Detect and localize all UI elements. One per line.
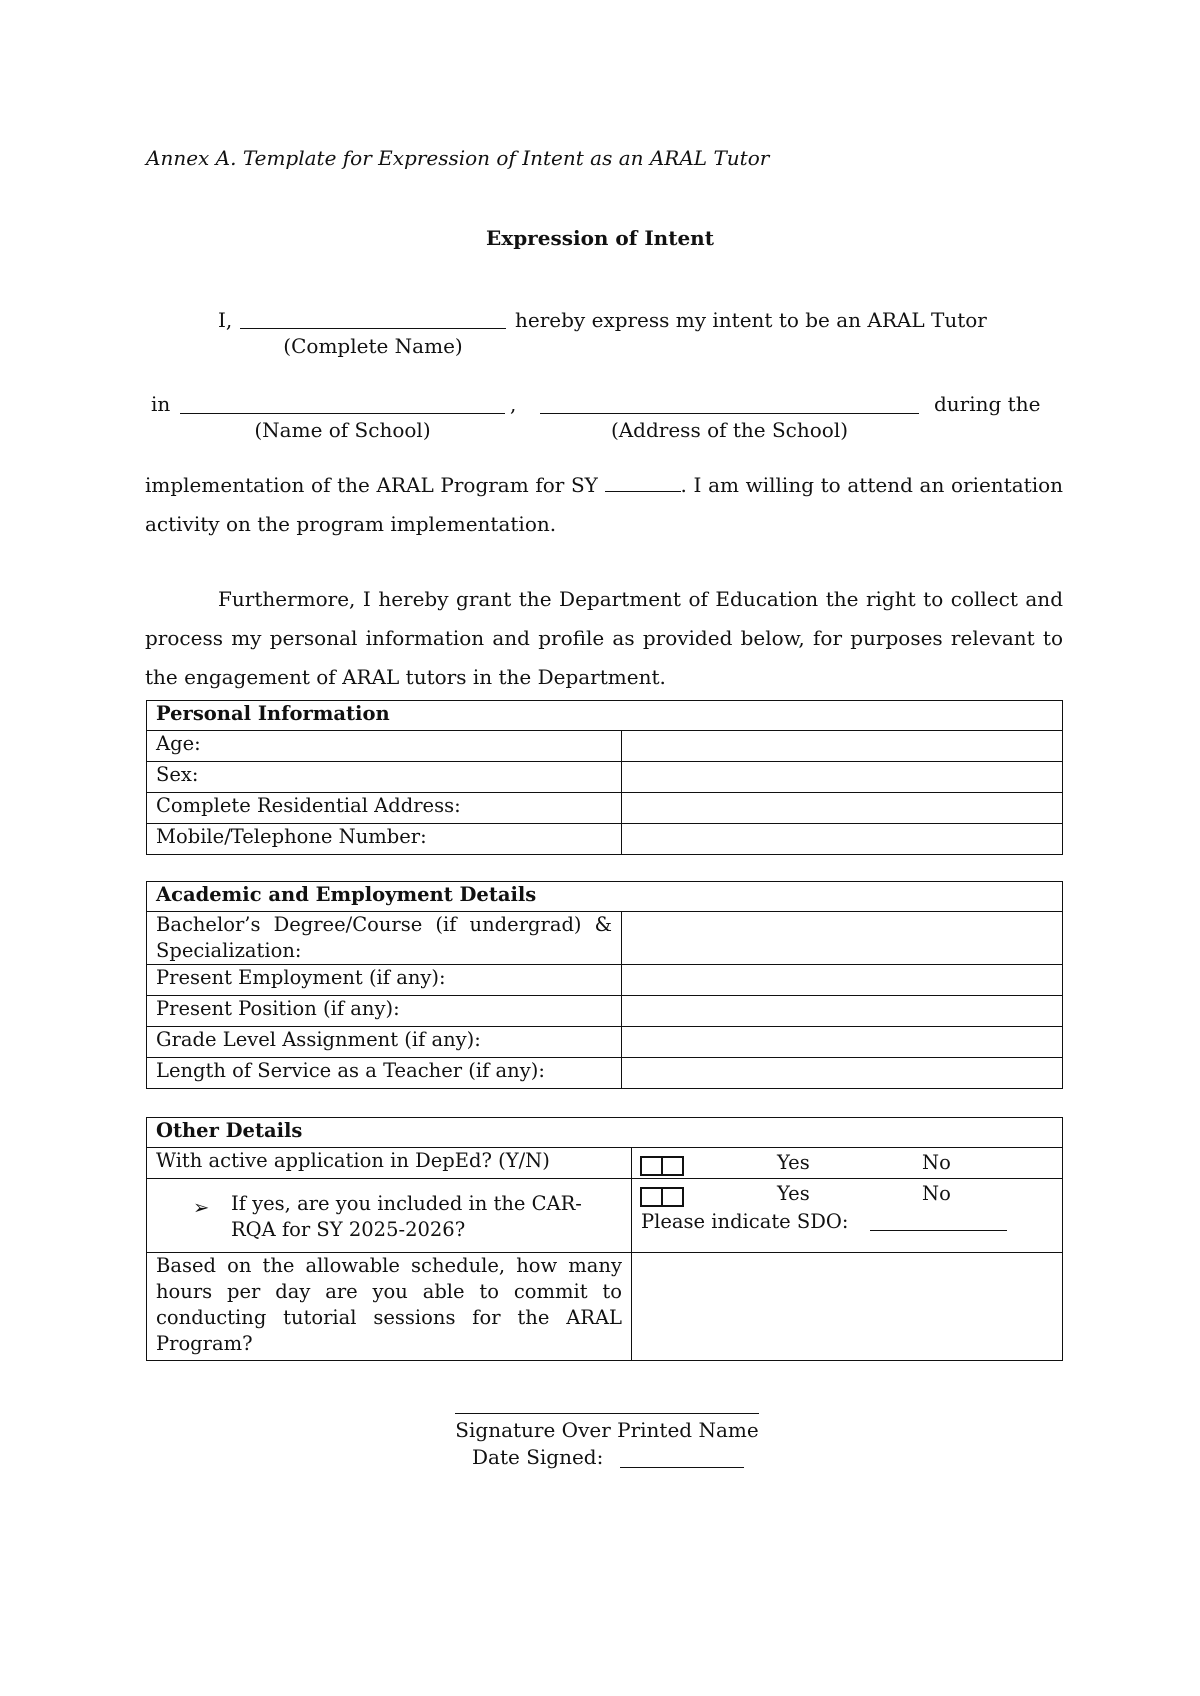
paragraph-consent xyxy=(145,580,1063,697)
car-rqa-checkboxes xyxy=(640,1183,684,1209)
date-signed-blank[interactable] xyxy=(620,1467,744,1468)
academic-employment-table xyxy=(146,881,1063,1089)
school-name-blank[interactable] xyxy=(180,413,505,414)
car-rqa-options xyxy=(632,1179,1063,1253)
comma: , xyxy=(510,392,517,416)
school-address-caption: (Address of the School) xyxy=(610,418,849,442)
paragraph-program-post: . I am willing to attend an orientation activity on the program implementation. xyxy=(145,473,1064,536)
active-application-no-label: No xyxy=(922,1151,951,1174)
school-name-caption: (Name of School) xyxy=(254,418,431,442)
personal-information-table xyxy=(146,700,1063,855)
employment-label: Present Employment (if any): xyxy=(147,965,622,996)
grade-level-field[interactable] xyxy=(622,1027,1063,1058)
sdo-blank[interactable] xyxy=(870,1230,1007,1231)
complete-name-caption: (Complete Name) xyxy=(283,334,463,358)
other-details-heading: Other Details xyxy=(147,1118,1063,1148)
position-label: Present Position (if any): xyxy=(147,996,622,1027)
academic-employment-heading: Academic and Employment Details xyxy=(147,882,1063,912)
school-year-blank[interactable] xyxy=(605,473,681,492)
during-text: during the xyxy=(934,392,1041,416)
intent-text: hereby express my intent to be an ARAL Tutor xyxy=(515,308,987,332)
active-application-label: With active application in DepEd? (Y/N) xyxy=(147,1148,632,1179)
document-title: Expression of Intent xyxy=(486,226,714,250)
school-address-blank[interactable] xyxy=(540,413,919,414)
car-rqa-yes-label: Yes xyxy=(777,1182,810,1205)
personal-information-heading: Personal Information xyxy=(147,701,1063,731)
paragraph-consent-text: Furthermore, I hereby grant the Department of Education the right to collect and process my personal information and profile as provided below, for purposes relevant to the engagement of ARAL tutors in the Department. xyxy=(145,587,1063,689)
annex-title: Annex A. Template for Expression of Intent as an ARAL Tutor xyxy=(146,146,770,170)
signature-line[interactable] xyxy=(455,1413,759,1414)
car-rqa-label: If yes, are you included in the CAR-RQA for SY 2025-2026? xyxy=(231,1192,582,1241)
phone-label: Mobile/Telephone Number: xyxy=(147,824,622,855)
complete-name-blank[interactable] xyxy=(240,328,506,329)
sex-field[interactable] xyxy=(622,762,1063,793)
paragraph-program xyxy=(145,466,1063,544)
address-field[interactable] xyxy=(622,793,1063,824)
in-label: in xyxy=(151,392,171,416)
age-field[interactable] xyxy=(622,731,1063,762)
grade-level-label: Grade Level Assignment (if any): xyxy=(147,1027,622,1058)
active-application-yes-label: Yes xyxy=(777,1151,810,1174)
age-label: Age: xyxy=(147,731,622,762)
phone-field[interactable] xyxy=(622,824,1063,855)
sdo-label: Please indicate SDO: xyxy=(641,1210,849,1233)
active-application-options xyxy=(632,1148,1063,1179)
service-length-label: Length of Service as a Teacher (if any): xyxy=(147,1058,622,1089)
degree-field[interactable] xyxy=(622,912,1063,965)
hours-label: Based on the allowable schedule, how many hours per day are you able to commit to conducting tutorial sessions for the ARAL Program? xyxy=(147,1253,632,1361)
car-rqa-cell xyxy=(147,1179,632,1253)
position-field[interactable] xyxy=(622,996,1063,1027)
address-label: Complete Residential Address: xyxy=(147,793,622,824)
service-length-field[interactable] xyxy=(622,1058,1063,1089)
date-signed-label: Date Signed: xyxy=(472,1445,604,1469)
car-rqa-no-label: No xyxy=(922,1182,951,1205)
hours-field[interactable] xyxy=(632,1253,1063,1361)
other-details-table xyxy=(146,1117,1063,1361)
signature-label: Signature Over Printed Name xyxy=(455,1418,759,1442)
bullet-arrow-icon: ➢ xyxy=(193,1196,210,1219)
i-prefix: I, xyxy=(218,308,233,332)
car-rqa-no-checkbox[interactable] xyxy=(661,1187,684,1207)
sex-label: Sex: xyxy=(147,762,622,793)
car-rqa-yes-checkbox[interactable] xyxy=(640,1187,663,1207)
active-application-checkboxes xyxy=(640,1152,684,1178)
paragraph-program-pre: implementation of the ARAL Program for SY xyxy=(145,473,598,497)
employment-field[interactable] xyxy=(622,965,1063,996)
active-application-no-checkbox[interactable] xyxy=(661,1156,684,1176)
active-application-yes-checkbox[interactable] xyxy=(640,1156,663,1176)
degree-label: Bachelor’s Degree/Course (if undergrad) & Specialization: xyxy=(147,912,622,965)
